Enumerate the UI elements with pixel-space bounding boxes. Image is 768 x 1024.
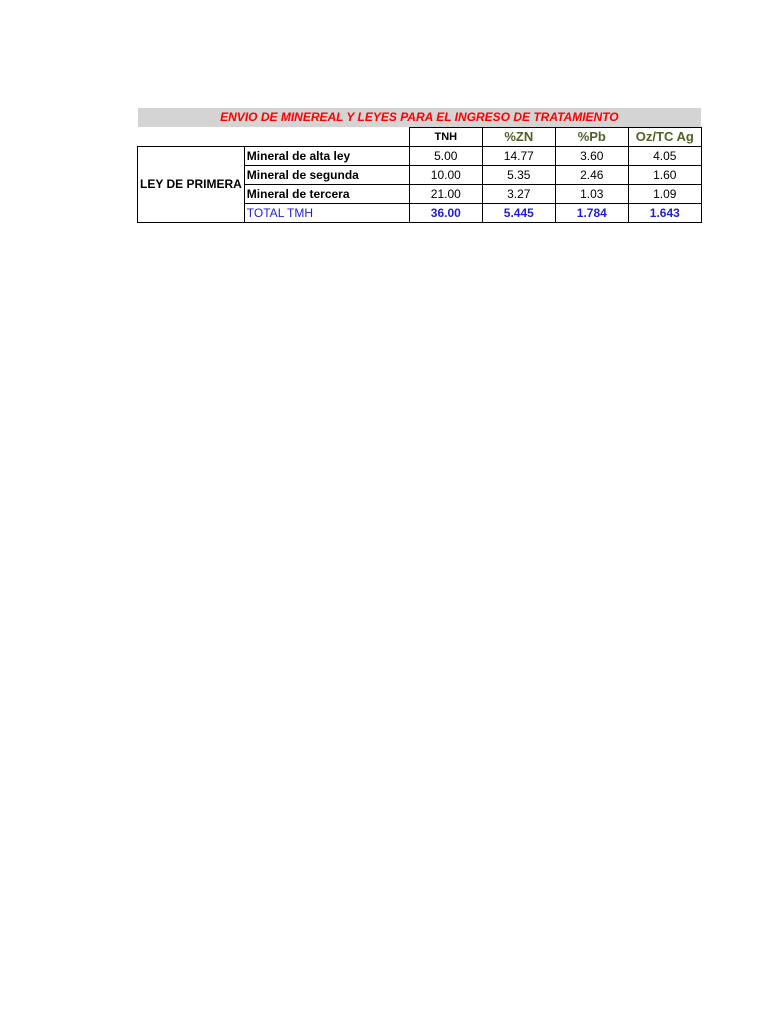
cell-pb: 1.03 bbox=[555, 184, 628, 203]
column-header-ag: Oz/TC Ag bbox=[628, 127, 701, 146]
header-row bbox=[138, 127, 702, 146]
total-pb: 1.784 bbox=[555, 203, 628, 222]
total-ag: 1.643 bbox=[628, 203, 701, 222]
column-header-zn: %ZN bbox=[482, 127, 555, 146]
total-zn: 5.445 bbox=[482, 203, 555, 222]
mineral-grade-table bbox=[137, 108, 702, 223]
cell-tnh: 21.00 bbox=[409, 184, 482, 203]
total-tnh: 36.00 bbox=[409, 203, 482, 222]
cell-ag: 1.60 bbox=[628, 165, 701, 184]
row-label: Mineral de segunda bbox=[244, 165, 409, 184]
cell-tnh: 5.00 bbox=[409, 146, 482, 165]
cell-zn: 3.27 bbox=[482, 184, 555, 203]
column-header-tnh: TNH bbox=[409, 127, 482, 146]
cell-ag: 4.05 bbox=[628, 146, 701, 165]
cell-ag: 1.09 bbox=[628, 184, 701, 203]
group-label: LEY DE PRIMERA bbox=[138, 146, 245, 222]
cell-zn: 14.77 bbox=[482, 146, 555, 165]
cell-pb: 3.60 bbox=[555, 146, 628, 165]
table-row bbox=[138, 146, 702, 165]
row-label: Mineral de alta ley bbox=[244, 146, 409, 165]
cell-pb: 2.46 bbox=[555, 165, 628, 184]
title-row bbox=[138, 108, 702, 127]
column-header-pb: %Pb bbox=[555, 127, 628, 146]
cell-tnh: 10.00 bbox=[409, 165, 482, 184]
table-title: ENVIO DE MINEREAL Y LEYES PARA EL INGRESO DE TRATAMIENTO bbox=[138, 108, 702, 127]
cell-zn: 5.35 bbox=[482, 165, 555, 184]
row-label: Mineral de tercera bbox=[244, 184, 409, 203]
total-label: TOTAL TMH bbox=[244, 203, 409, 222]
